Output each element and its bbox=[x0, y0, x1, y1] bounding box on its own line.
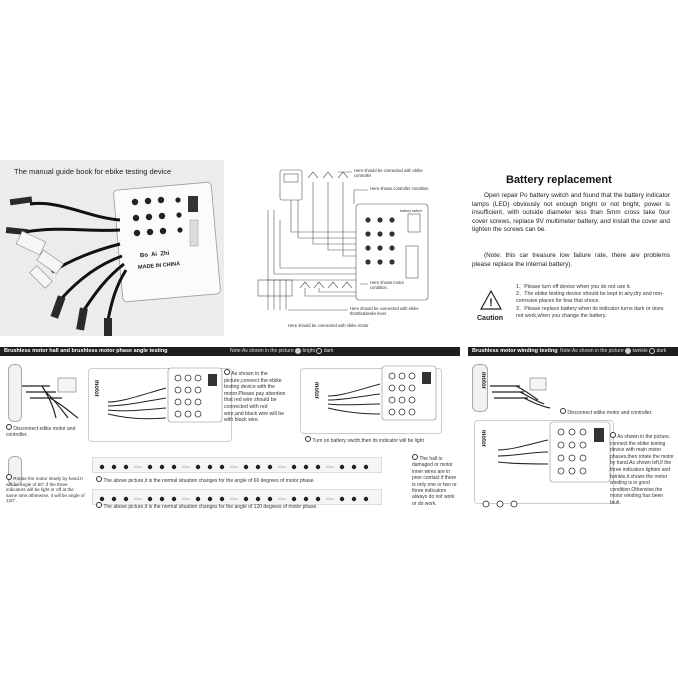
hall-legend bbox=[230, 347, 333, 356]
hall-step-4-text: Rotate the motor slowly by hand.It will be angle of 60°,if the three indicators will be light or off at the same time,otherwise, it will be angle of 120°. bbox=[6, 476, 85, 504]
winding-step-2-text: As shown in the picture, connect the ebike testing device with main motor phases,then rotate the motor by hand.As shown left,if the three indicators lighten and twinkle,it shows the motor winding is in good condition.Otherwise,the motor winding has been fault. bbox=[610, 434, 674, 506]
winding-step-1 bbox=[560, 408, 670, 416]
winding-step-2-marker-icon bbox=[610, 432, 616, 438]
winding-section-title: Brushless motor winding testing bbox=[472, 348, 558, 354]
step-5-marker-icon bbox=[96, 476, 102, 482]
caution-item: 1、Please turn off device when you do not use it. bbox=[516, 284, 632, 290]
hall-fault-text: The hall is damaged or motor inner wires are in poor contact if there is only one or two or three indicators always do not work or do work. bbox=[412, 456, 457, 507]
callout-motor-condition: Here shows motor condition. bbox=[370, 280, 404, 290]
winding-step-1-text: Disconnect edike motor and controller. bbox=[567, 410, 653, 416]
hall-step3-device bbox=[380, 364, 440, 424]
twinkle-indicator-icon bbox=[625, 348, 631, 354]
battery-paragraph: Open repair Po battery switch and found that the battery indicator lamps (LED) obviously not enough bright or not bright, power is insufficient, with outside diameter less than 5mm cross take four cover screws, replace 9V multimeter battery, and install the cover and tighten the screws can be. bbox=[472, 192, 670, 234]
wiring-diagram-panel bbox=[228, 160, 438, 336]
hall-step-6 bbox=[96, 502, 376, 510]
winding-legend-dark: dark bbox=[656, 348, 667, 354]
hall-step-1 bbox=[6, 424, 84, 438]
caution-item: 3、Please replace battery when its indicator turns dark or does not work,when you change the battery. bbox=[516, 305, 664, 319]
callout-controller-condition: Here shows controller condition. bbox=[370, 186, 430, 191]
caution-icon bbox=[480, 290, 502, 310]
hall-legend-bright: bright bbox=[302, 348, 315, 354]
battery-heading: Battery replacement bbox=[506, 174, 612, 186]
hall-fault-note bbox=[412, 454, 460, 507]
battery-switch-label: battery switch bbox=[400, 209, 422, 213]
winding-step-1-marker-icon bbox=[560, 408, 566, 414]
step-1-marker-icon bbox=[6, 424, 12, 430]
callout-motor: Here should be connected with ebike motor bbox=[288, 323, 369, 328]
manual-title: The manual guide book for ebike testing device bbox=[14, 167, 172, 176]
caution-item: 2、The ebike testing device should be kept in airy,dry and non-corrosive places for fear that shoce. bbox=[516, 291, 664, 305]
hall-step-2-text: As shown in the picture,connect the ebike testing device with the motor.Please pay attention that red wire should be connected with red wire,and black wire will be with black wire. bbox=[224, 371, 286, 424]
device-brand-label: Bo Ai Zhi bbox=[139, 250, 170, 260]
hall-step3-motor-label: motor bbox=[313, 382, 319, 399]
winding-legend-twinkle: twinkle bbox=[632, 348, 648, 354]
fault-marker-icon bbox=[412, 454, 418, 460]
hall-section-bar bbox=[0, 347, 460, 356]
caution-label: Caution bbox=[477, 315, 504, 322]
hall-step-2 bbox=[224, 369, 288, 424]
hall-step-1-text: Disconnect edike motor and controller. bbox=[6, 426, 76, 438]
hall-step-3-text: Turn on battery swcth,then its indicator will be light bbox=[312, 438, 424, 444]
step-3-marker-icon bbox=[305, 436, 311, 442]
winding-section-bar bbox=[468, 347, 678, 356]
winding-step-2 bbox=[610, 432, 674, 507]
step-6-marker-icon bbox=[96, 502, 102, 508]
hall-legend-dark: dark bbox=[323, 348, 334, 354]
step-2-marker-icon bbox=[224, 369, 230, 375]
battery-replacement-panel bbox=[442, 160, 678, 336]
hall-motor-label: motor bbox=[93, 380, 99, 397]
svg-text:!: ! bbox=[489, 297, 493, 309]
hall-step2-device bbox=[166, 366, 226, 426]
winding-motor-label: motor bbox=[480, 372, 486, 389]
hall-step-3 bbox=[305, 436, 455, 444]
winding-step2-device bbox=[548, 420, 614, 486]
winding-legend-prefix: Note:As shown in the picture bbox=[560, 348, 624, 354]
hall-step1-wiring bbox=[22, 366, 82, 422]
hall-motor-strip bbox=[8, 364, 22, 422]
winding-legend bbox=[560, 347, 666, 356]
winding-step1-wiring bbox=[490, 364, 560, 410]
manual-cover-panel bbox=[0, 160, 224, 336]
device-photo bbox=[0, 160, 224, 336]
hall-section-title: Brushless motor hall and brushless motor phase angle testing bbox=[4, 348, 168, 354]
bright-indicator-icon bbox=[295, 348, 301, 354]
winding-result-indicators bbox=[478, 492, 538, 512]
winding-step2-motor-label: motor bbox=[480, 430, 486, 447]
battery-note: (Note: this car treasure low failure rate, there are problems please replace the internal battery). bbox=[472, 252, 670, 268]
dark-indicator-icon bbox=[316, 348, 322, 354]
hall-step-4 bbox=[6, 474, 86, 504]
caution-list bbox=[516, 284, 672, 320]
hall-step-6-text: The above picture,it is the normal situation changes for the angle of 120 degrees of motor phase. bbox=[103, 504, 318, 510]
hall-step3-wires bbox=[318, 376, 388, 426]
hall-step2-wires bbox=[98, 372, 168, 432]
callout-throttle: Here should be connected with ebike throttle&brake lever bbox=[350, 306, 419, 316]
hall-step-5-text: The above picture,it is the normal situation changes for the angle of 60 degrees of motor phase. bbox=[103, 478, 315, 484]
hall-legend-prefix: Note:As shown in the picture bbox=[230, 348, 294, 354]
device-origin-label: MADE IN CHINA bbox=[137, 261, 181, 271]
winding-step2-wires bbox=[486, 430, 556, 480]
callout-controller: Here should be connected with ebike controller bbox=[354, 168, 423, 178]
step-4-marker-icon bbox=[6, 474, 12, 480]
hall-step-5 bbox=[96, 476, 376, 484]
winding-dark-indicator-icon bbox=[649, 348, 655, 354]
